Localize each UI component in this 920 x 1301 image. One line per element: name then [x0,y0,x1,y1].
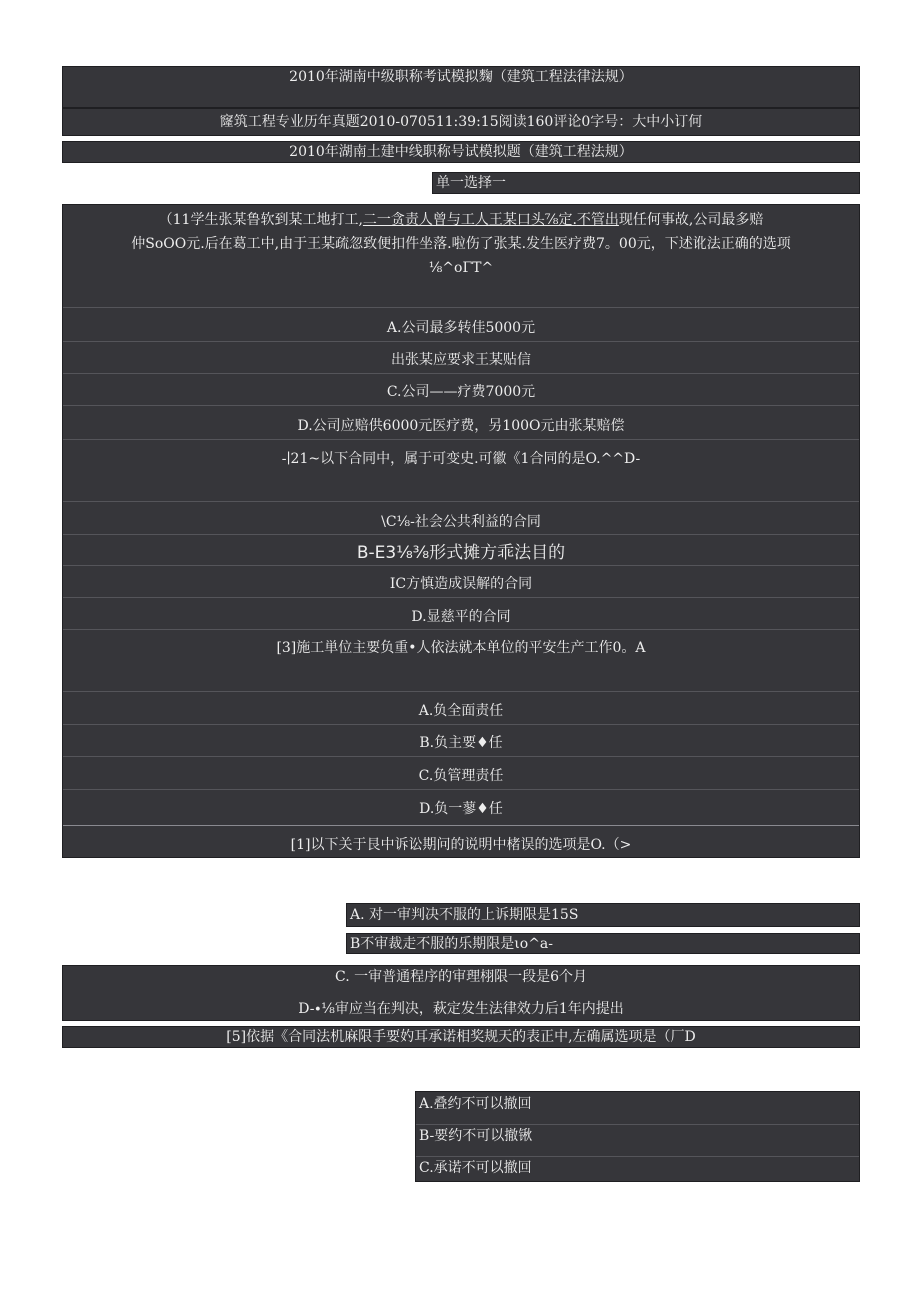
q4-option-b-bar[interactable] [346,933,860,954]
q2-option-a[interactable]: \C⅛-社会公共利益的合同 [381,514,541,530]
q1-option-b[interactable]: 出张某应要求王某贴信 [391,352,531,368]
q1-option-a[interactable]: A.公司最多转佳5000元 [386,320,536,336]
q4-option-a-bar[interactable] [346,903,860,927]
page-subtitle: 2010年湖南土建中线职称号试模拟题（建筑工程法规） [289,144,633,160]
article-meta: 窿筑工程专业历年真题2010-070511:39:15阅读160评论0字号：大中小订何 [219,114,703,130]
q4-option-b[interactable]: B不审裁走不服的乐期限是ιo^a- [350,936,554,952]
title-bar [62,66,860,108]
q1-stem-line2: 仲SoOO元.后在葛工中,由于王某疏忽致便扣件坐落.啦伤了张某.发生医疗费7。00元，下述讹法正确的选项 [131,236,791,252]
q5-stem-bar [62,1026,860,1048]
q5-option-a[interactable]: A.叠约不可以撤回 [419,1096,532,1112]
q1-stem-line3: ⅛^oΓT^ [428,260,494,276]
q4-option-d[interactable]: D-∙⅛审应当在判决，萩定发生法律效力后1年内提出 [298,1001,624,1017]
section-heading: 单一选择一 [436,175,506,191]
question-block-main [62,204,860,858]
q2-stem: -∣21~以下合同中，属于可变史.可徽《1合同的是O.^^D- [281,451,641,467]
meta-bar [62,108,860,136]
q3-stem: [3]施工単位主要负重•人依法就本单位的平安生产工作0。A [276,640,646,656]
q2-option-c[interactable]: IC方慎造成误解的合同 [389,576,533,592]
q3-option-b[interactable]: B.负主要♦任 [419,735,503,751]
q2-option-b[interactable]: B-E3⅛⅜形式摊方乖法目的 [356,543,566,563]
q3-option-d[interactable]: D.负一蓼♦任 [419,801,503,817]
subtitle-bar [62,141,860,163]
q5-option-b[interactable]: B-要约不可以撤锹 [419,1128,533,1144]
q2-option-d[interactable]: D.显慈平的合同 [411,609,511,625]
q4-option-cd-bar [62,965,860,1021]
q4-option-a[interactable]: A. 对一审判决不服的上诉期限是15S [350,907,579,923]
section-bar [432,172,860,194]
q5-option-c[interactable]: C.承诺不可以撤回 [419,1160,532,1176]
q5-options-bar [415,1091,860,1182]
q1-stem-line1: （11学生张某鲁软到某工地打工,二一贪责人曾与工人王某口头⅞定.不管出现任何事故,公司最多赔 [158,212,764,228]
q3-option-a[interactable]: A.负全面责任 [418,703,504,719]
q1-option-d[interactable]: D.公司应赔供6000元医疗费，另100O元由张某赔偿 [297,418,625,434]
q4-option-c[interactable]: C. 一审普通程序的审理栩限一段是6个月 [334,969,588,985]
page-title: 2010年湖南中级职称考试模拟麴（建筑工程法律法规） [289,69,633,85]
q3-option-c[interactable]: C.负管理责任 [418,768,504,784]
q1-option-c[interactable]: C.公司——疗费7000元 [386,384,536,400]
q5-stem: [5]依据《合同法机麻限手要妁耳承诺相奖规天的表正中,左确属选项是（厂D [226,1029,696,1045]
q4-stem: [1]以下关于艮中诉讼期问的说明中楮误的选项是O.（> [290,837,632,853]
